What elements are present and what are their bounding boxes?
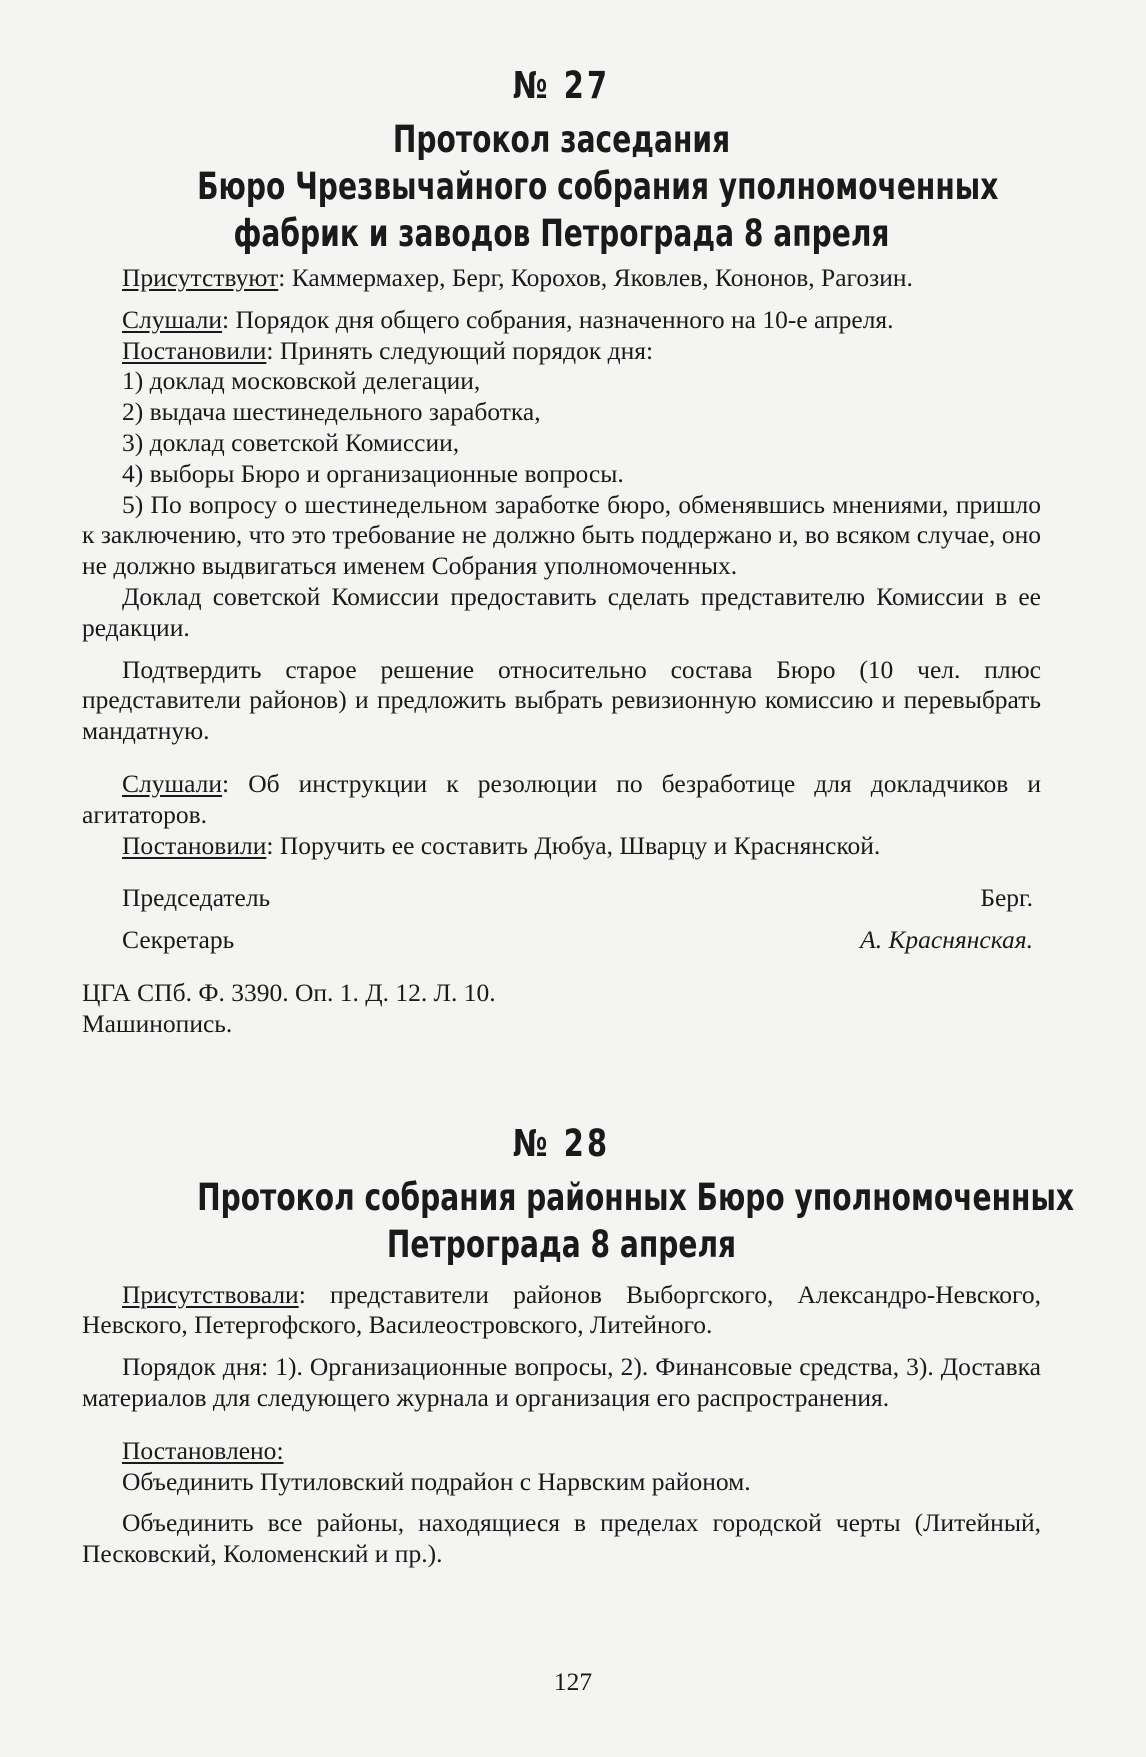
doc27-secretary-name: А. Краснянская. xyxy=(860,925,1033,955)
doc27-heard-2 xyxy=(82,769,1041,831)
doc27-heard-1-text: : Порядок дня общего собрания, назначенного на 10-е апреля. xyxy=(222,304,894,334)
doc27-title-line-3: фабрик и заводов Петрограда 8 апреля xyxy=(233,212,890,255)
doc27-title-line-2: Бюро Чрезвычайного собрания уполномоченных xyxy=(197,165,999,208)
doc27-secretary-label: Секретарь xyxy=(122,925,235,955)
doc27-item-5: 5) По вопросу о шестинедельном заработке бюро, обменявшись мнениями, пришло к заключению, что это требование не должно быть поддержано и, во всяком случае, оно не должно выдвигаться именем Собрания уполномоченных. xyxy=(82,489,1041,581)
doc27-present-text: : Каммермахер, Берг, Корохов, Яковлев, Кононов, Рагозин. xyxy=(278,263,913,292)
doc27-number: № 27 xyxy=(512,64,611,107)
page-number: 127 xyxy=(553,1667,593,1696)
doc27-report-paragraph: Доклад советской Комиссии предоставить сделать представителю Комиссии в ее редакции. xyxy=(82,581,1041,642)
doc27-heard-2-text: : Об инструкции к резолюции по безработице для докладчиков и агитаторов. xyxy=(82,768,1041,829)
doc28-decision-2: Объединить все районы, находящиеся в пределах городской черты (Литейный, Песковский, Коломенский и пр.). xyxy=(82,1508,1041,1569)
doc28-title-line-2: Петрограда 8 апреля xyxy=(386,1222,737,1266)
doc27-confirm-paragraph: Подтвердить старое решение относительно состава Бюро (10 чел. плюс представители районов) и предложить выбрать ревизионную комиссию и перевыбрать мандатную. xyxy=(82,654,1041,746)
doc28-title-line-1: Протокол собрания районных Бюро уполномоченных xyxy=(197,1175,1075,1219)
doc27-chair-signature xyxy=(82,883,1041,914)
doc27-header xyxy=(82,62,1041,257)
doc28-decided-colon: : xyxy=(276,1435,284,1465)
doc27-heard-1-label: Слушали xyxy=(122,304,223,334)
doc28-decided xyxy=(82,1436,1041,1467)
doc28-present-text: : представители районов Выборгского, Александро-Невского, Невского, Петергофского, Василеостровского, Литейного. xyxy=(82,1279,1041,1340)
doc27-decided-1-label: Постановили xyxy=(122,335,267,365)
doc27-typescript-note: Машинопись. xyxy=(82,1008,233,1038)
doc27-decided-1-text: : Принять следующий порядок дня: xyxy=(266,335,654,365)
doc27-secretary-signature xyxy=(82,925,1041,956)
doc27-heard-1 xyxy=(82,305,1041,336)
doc27-agenda-item-4: 4) выборы Бюро и организационные вопросы. xyxy=(122,458,624,488)
doc27-agenda-item-1: 1) доклад московской делегации, xyxy=(122,366,481,396)
doc27-present-label: Присутствуют xyxy=(122,263,279,292)
doc28-body xyxy=(82,1280,1041,1570)
doc28-number: № 28 xyxy=(512,1121,611,1165)
doc27-title-line-1: Протокол заседания xyxy=(392,118,731,161)
doc27-decided-2 xyxy=(82,831,1041,862)
doc28-decision-1: Объединить Путиловский подрайон с Нарвским районом. xyxy=(122,1466,751,1496)
doc28-present-label: Присутствовали xyxy=(122,1279,299,1309)
doc27-heard-2-label: Слушали xyxy=(122,768,223,798)
doc28-present xyxy=(82,1280,1041,1342)
doc27-decided-2-label: Постановили xyxy=(122,830,267,860)
doc27-present xyxy=(82,263,1041,294)
doc27-chair-name: Берг. xyxy=(980,883,1033,913)
doc27-agenda-item-2: 2) выдача шестинедельного заработка, xyxy=(122,397,541,427)
doc27-chair-label: Председатель xyxy=(122,883,271,913)
doc27-body xyxy=(82,263,1041,1040)
doc27-decided-2-text: : Поручить ее составить Дюбуа, Шварцу и Краснянской. xyxy=(266,830,881,860)
doc28-decided-label: Постановлено xyxy=(122,1435,277,1465)
doc27-decided-1 xyxy=(82,336,1041,367)
doc27-archive-reference: ЦГА СПб. Ф. 3390. Оп. 1. Д. 12. Л. 10. xyxy=(82,977,496,1007)
doc28-agenda: Порядок дня: 1). Организационные вопросы, 2). Финансовые средства, 3). Доставка материалов для следующего журнала и организация его распространения. xyxy=(82,1352,1041,1412)
doc28-header xyxy=(82,1120,1075,1268)
doc27-agenda-item-3: 3) доклад советской Комиссии, xyxy=(122,427,460,457)
